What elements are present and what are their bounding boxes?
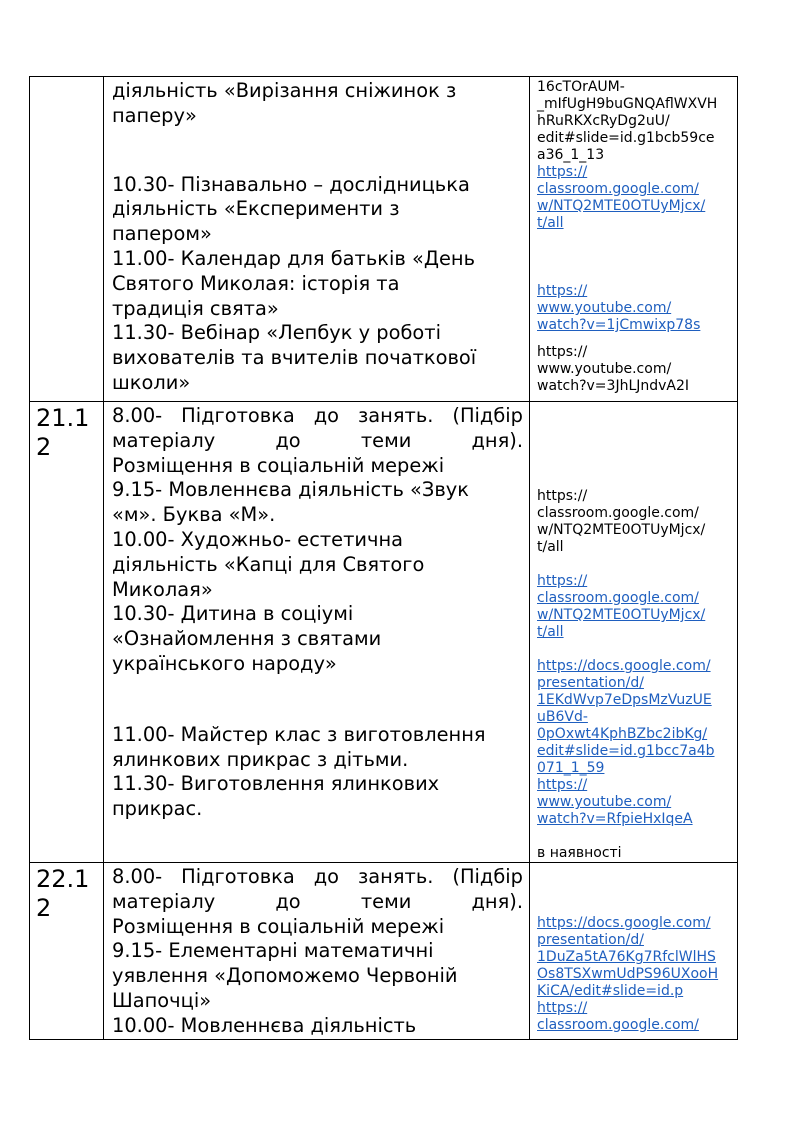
link-text: www.youtube.com/	[537, 361, 672, 377]
activity-line: діяльність «Експерименти з	[112, 197, 400, 221]
activity-line: традиція свята»	[112, 296, 279, 320]
link-text: _mIfUgH9buGNQAflWXVH	[537, 96, 718, 112]
activity-line: українського народу»	[112, 651, 337, 675]
hyperlink[interactable]: https://	[537, 1000, 588, 1016]
availability-note: в наявності	[537, 845, 622, 861]
link-text: https://	[537, 344, 588, 360]
activity-line: прикрас.	[112, 797, 203, 821]
hyperlink[interactable]: presentation/d/	[537, 932, 644, 948]
activity-line: матеріалу до теми дня).	[112, 889, 523, 913]
link-text: https://	[537, 488, 588, 504]
hyperlink[interactable]: https://	[537, 164, 588, 180]
link-text: watch?v=3JhLJndvA2I	[537, 378, 690, 394]
hyperlink[interactable]: 0pOxwt4KphBZbc2ibKg/	[537, 726, 708, 742]
hyperlink[interactable]: classroom.google.com/	[537, 181, 699, 197]
hyperlink[interactable]: https://docs.google.com/	[537, 915, 711, 931]
hyperlink[interactable]: uB6Vd-	[537, 709, 588, 725]
hyperlink[interactable]: https://	[537, 283, 588, 299]
activity-line: 8.00- Підготовка до занять. (Підбір	[112, 404, 523, 427]
activities-cell	[104, 77, 530, 402]
activity-line: ялинкових прикрас з дітьми.	[112, 747, 409, 771]
activity-line: 11.30- Вебінар «Лепбук у роботі	[112, 321, 441, 345]
hyperlink[interactable]: t/all	[537, 215, 564, 231]
links-cell	[530, 402, 738, 863]
activity-line: уявлення «Допоможемо Червоній	[112, 964, 458, 988]
activity-line: «м». Буква «М».	[112, 503, 276, 527]
hyperlink[interactable]: www.youtube.com/	[537, 794, 672, 810]
hyperlink[interactable]: 071_1_59	[537, 760, 605, 776]
activity-line: діяльність «Капці для Святого	[112, 552, 425, 576]
activities-cell	[104, 863, 530, 1040]
activity-line: матеріалу до теми дня).	[112, 428, 523, 452]
link-text: a36_1_13	[537, 147, 605, 163]
hyperlink[interactable]: classroom.google.com/	[537, 590, 699, 606]
link-text: w/NTQ2MTE0OTUyMjcx/	[537, 522, 706, 538]
date-cell: 22.12	[30, 863, 104, 1040]
hyperlink[interactable]: 1EKdWvp7eDpsMzVuzUE	[537, 692, 712, 708]
activity-line: Миколая»	[112, 577, 213, 601]
hyperlink[interactable]: classroom.google.com/	[537, 1017, 699, 1033]
activity-line: 11.00- Календар для батьків «День	[112, 246, 476, 270]
hyperlink[interactable]: www.youtube.com/	[537, 300, 672, 316]
hyperlink[interactable]: w/NTQ2MTE0OTUyMjcx/	[537, 607, 706, 623]
activity-line: 10.00- Художньо- естетична	[112, 527, 404, 551]
hyperlink[interactable]: w/NTQ2MTE0OTUyMjcx/	[537, 198, 706, 214]
activity-line: 11.00- Майстер клас з виготовлення	[112, 722, 486, 746]
activity-line: вихователів та вчителів початкової	[112, 346, 477, 370]
hyperlink[interactable]: https://	[537, 573, 588, 589]
hyperlink[interactable]: Os8TSXwmUdPS96UXooH	[537, 966, 719, 982]
date-cell	[30, 77, 104, 402]
link-text: edit#slide=id.g1bcb59ce	[537, 130, 715, 146]
table-row	[30, 77, 738, 402]
activity-line: школи»	[112, 370, 191, 394]
links-cell	[530, 77, 738, 402]
link-text: t/all	[537, 539, 564, 555]
link-text: 16cTOrAUM-	[537, 79, 625, 95]
activity-line: 9.15- Мовленнєва діяльність «Звук	[112, 478, 469, 502]
activity-line: Розміщення в соціальній мережі	[112, 453, 445, 477]
hyperlink[interactable]: 1DuZa5tA76Kg7RfclWlHS	[537, 949, 716, 965]
table-row	[30, 863, 738, 1040]
activity-line: Шапочці»	[112, 988, 212, 1012]
hyperlink[interactable]: KiCA/edit#slide=id.p	[537, 983, 684, 999]
schedule-table	[29, 76, 738, 1040]
activity-line: 10.30- Дитина в соціумі	[112, 602, 354, 626]
activities-cell	[104, 402, 530, 863]
activity-line: 10.00- Мовленнєва діяльність	[112, 1013, 417, 1037]
activity-line: Розміщення в соціальній мережі	[112, 914, 445, 938]
links-cell	[530, 863, 738, 1040]
hyperlink[interactable]: https://	[537, 777, 588, 793]
activity-line: паперу»	[112, 103, 197, 127]
link-text: hRuRKXcRyDg2uU/	[537, 113, 670, 129]
hyperlink[interactable]: https://docs.google.com/	[537, 658, 711, 674]
activity-line: 10.30- Пізнавально – дослідницька	[112, 172, 470, 196]
activity-line: папером»	[112, 222, 212, 246]
hyperlink[interactable]: edit#slide=id.g1bcc7a4b	[537, 743, 715, 759]
hyperlink[interactable]: t/all	[537, 624, 564, 640]
activity-line: 11.30- Виготовлення ялинкових	[112, 772, 440, 796]
hyperlink[interactable]: watch?v=1jCmwixp78s	[537, 317, 701, 333]
activity-line: 8.00- Підготовка до занять. (Підбір	[112, 865, 523, 888]
hyperlink[interactable]: presentation/d/	[537, 675, 644, 691]
activity-line: Святого Миколая: історія та	[112, 271, 400, 295]
activity-line: 9.15- Елементарні математичні	[112, 939, 434, 963]
hyperlink[interactable]: watch?v=RfpieHxIqeA	[537, 811, 693, 827]
date-cell: 21.12	[30, 402, 104, 863]
link-text: classroom.google.com/	[537, 505, 699, 521]
table-row	[30, 402, 738, 863]
activity-line: діяльність «Вирізання сніжинок з	[112, 79, 457, 102]
activity-line: «Ознайомлення з святами	[112, 627, 382, 651]
